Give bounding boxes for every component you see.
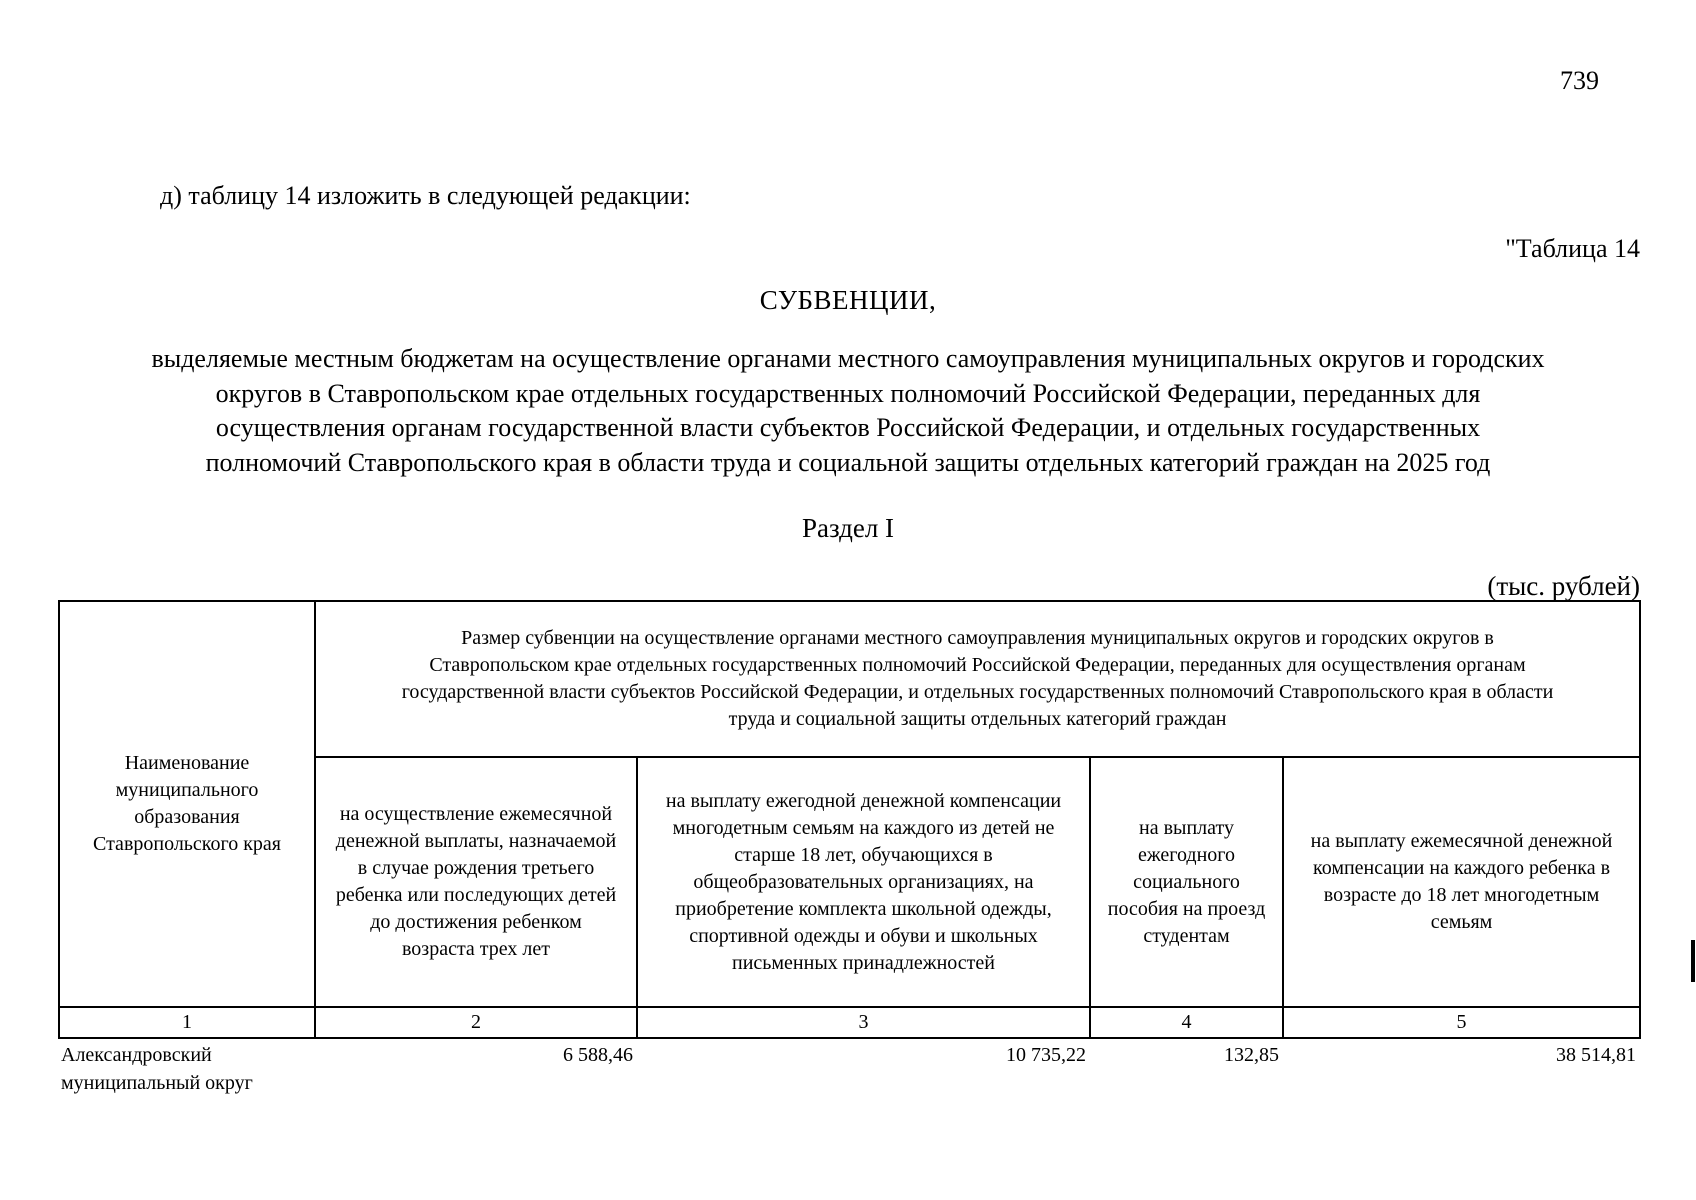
header-municipality-name: Наименование муниципального образования Ставропольского края	[59, 601, 315, 1007]
document-subtitle	[60, 342, 1636, 480]
table-header-row	[59, 601, 1640, 757]
column-number: 1	[59, 1007, 315, 1038]
header-col-5: на выплату ежемесячной денежной компенсации на каждого ребенка в возрасте до 18 лет многодетным семьям	[1283, 757, 1640, 1007]
section-title: Раздел I	[801, 513, 895, 543]
scan-edge-mark	[1691, 940, 1695, 982]
subventions-table	[58, 600, 1641, 1099]
intro-text: д) таблицу 14 изложить в следующей редакции:	[160, 181, 691, 210]
subtitle-line: полномочий Ставропольского края в области труда и социальной защиты отдельных категорий граждан на 2025 год	[205, 447, 1491, 477]
units-label: (тыс. рублей)	[1487, 571, 1640, 601]
header-col-4: на выплату ежегодного социального пособия на проезд студентам	[1090, 757, 1283, 1007]
column-number-row	[59, 1007, 1640, 1038]
value-cell: 38 514,81	[1556, 1044, 1637, 1066]
value-cell: 10 735,22	[1006, 1044, 1086, 1066]
header-col-2: на осуществление ежемесячной денежной выплаты, назначаемой в случае рождения третьего ребенка или последующих детей до достижения ребенком возраста трех лет	[315, 757, 637, 1007]
page-number: 739	[1560, 66, 1599, 95]
value-cell: 6 588,46	[563, 1044, 633, 1066]
column-number: 2	[315, 1007, 637, 1038]
table-label: "Таблица 14	[1505, 234, 1640, 263]
column-number: 4	[1090, 1007, 1283, 1038]
column-number: 3	[637, 1007, 1090, 1038]
table-row	[59, 1038, 1640, 1099]
header-subvention-size: Размер субвенции на осуществление органами местного самоуправления муниципальных округов и городских округов в Ставропольском крае отдельных государственных полномочий Российской Федерации, переданных для осуществления органам государственной власти субъектов Российской Федерации, и отдельных государственных полномочий Ставропольского края в области труда и социальной защиты отдельных категорий граждан	[315, 601, 1640, 757]
document-title: СУБВЕНЦИИ,	[759, 285, 937, 315]
header-col-3: на выплату ежегодной денежной компенсации многодетным семьям на каждого из детей не старше 18 лет, обучающихся в общеобразовательных организациях, на приобретение комплекта школьной одежды, спортивной одежды и обуви и школьных письменных принадлежностей	[637, 757, 1090, 1007]
value-cell: 132,85	[1224, 1044, 1279, 1066]
municipality-name: Александровский муниципальный округ	[61, 1044, 253, 1094]
subtitle-line: округов в Ставропольском крае отдельных государственных полномочий Российской Федерации, переданных для	[215, 378, 1481, 408]
subtitle-line: выделяемые местным бюджетам на осуществление органами местного самоуправления муниципальных округов и городских	[151, 344, 1545, 373]
subtitle-line: осуществления органам государственной власти субъектов Российской Федерации, и отдельных государственных	[215, 413, 1481, 442]
column-number: 5	[1283, 1007, 1640, 1038]
